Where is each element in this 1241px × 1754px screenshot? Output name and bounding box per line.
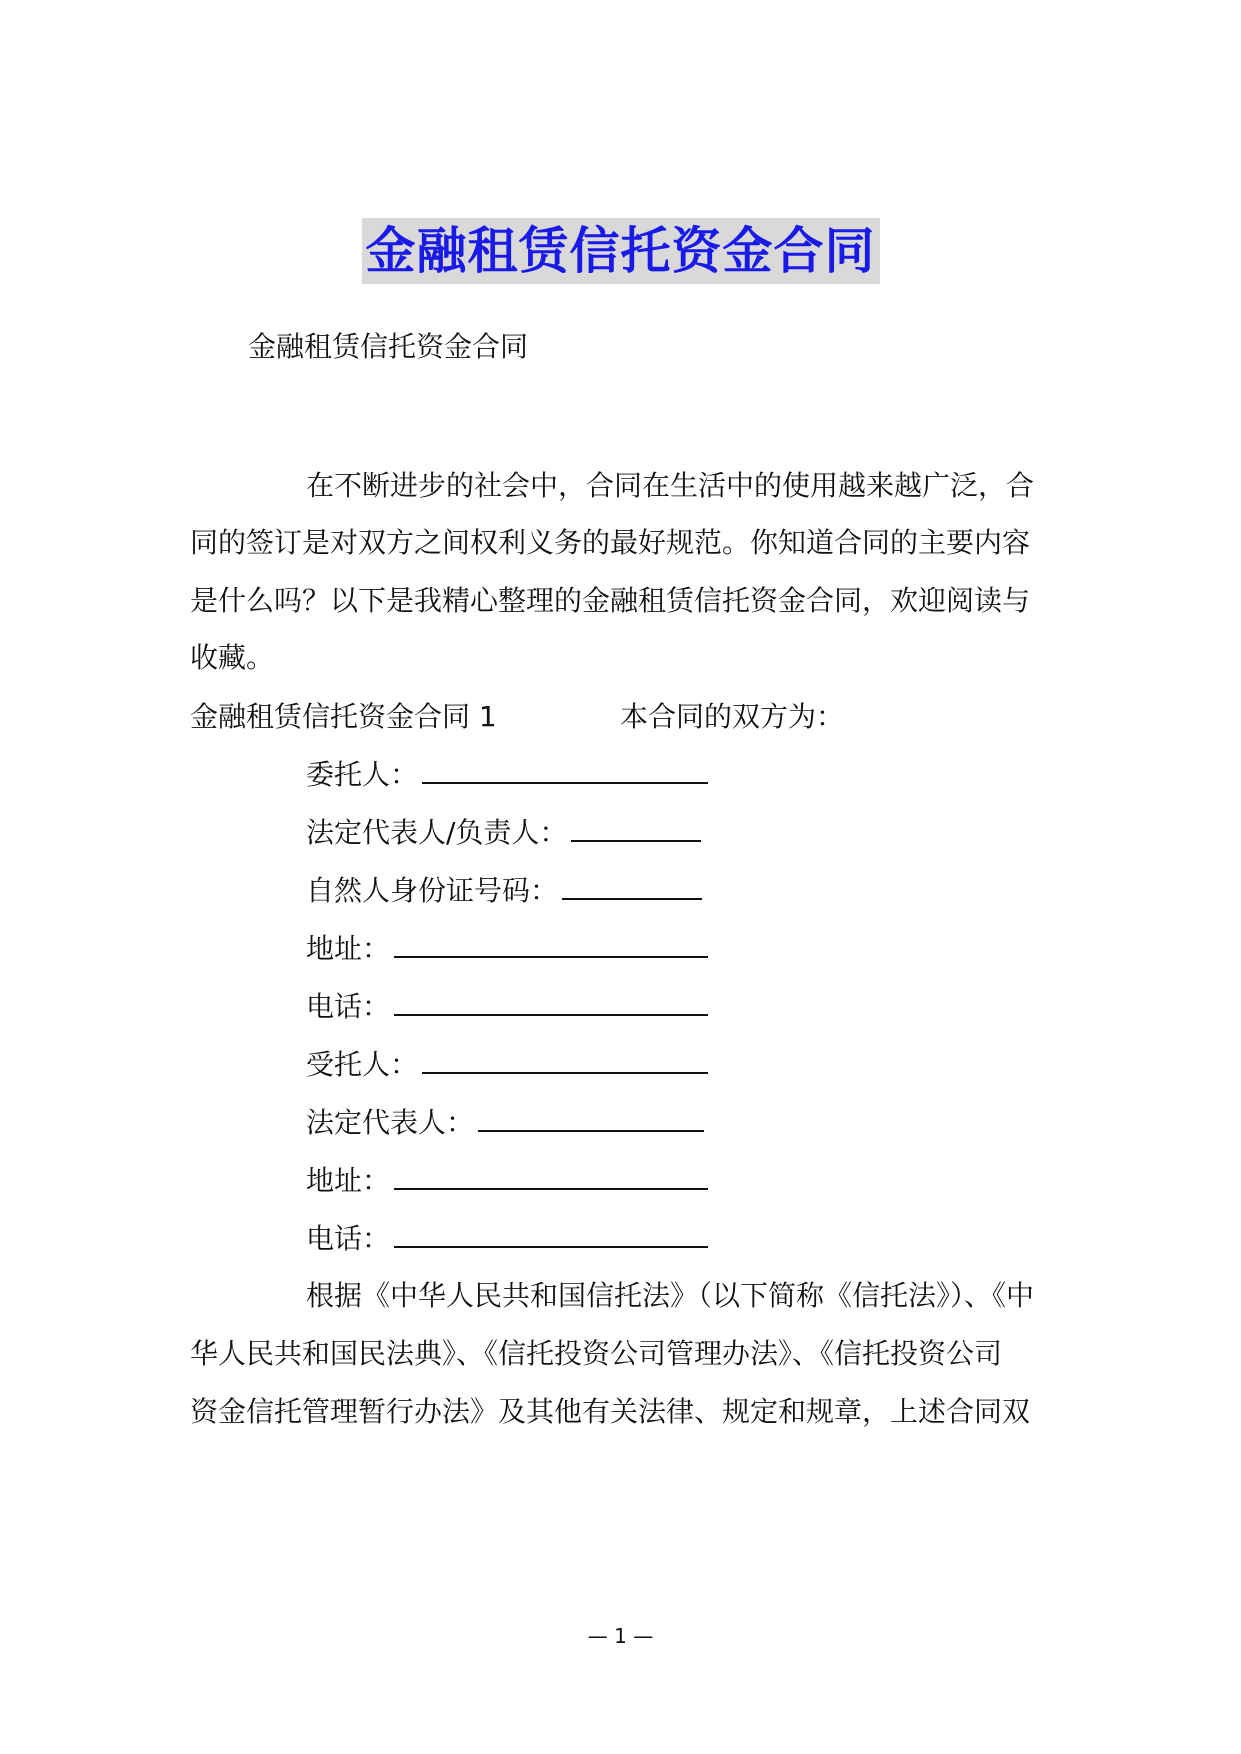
document-subtitle: 金融租赁信托资金合同 [248, 330, 529, 363]
field-trustee [306, 1044, 708, 1085]
intro-line-2: 同的签订是对双方之间权利义务的最好规范。你知道合同的主要内容 [190, 526, 1031, 559]
field-label: 法定代表人： [306, 1106, 475, 1139]
fill-blank [394, 1218, 708, 1248]
intro-line-3: 是什么吗？以下是我精心整理的金融租赁信托资金合同，欢迎阅读与 [190, 584, 1031, 617]
field-label: 自然人身份证号码： [306, 874, 559, 907]
field-label: 受托人： [306, 1048, 419, 1081]
fill-blank [394, 986, 708, 1016]
field-label: 委托人： [306, 758, 419, 791]
basis-line-1: 根据《中华人民共和国信托法》（以下简称《信托法》）、《中 [306, 1279, 1035, 1312]
title-container [0, 218, 1241, 284]
field-trustee-phone [306, 1218, 708, 1259]
field-label: 地址： [306, 1164, 391, 1197]
contract-heading: 金融租赁信托资金合同 1 [190, 700, 497, 733]
field-label: 地址： [306, 932, 391, 965]
fill-blank [562, 870, 702, 900]
field-principal-phone [306, 986, 708, 1027]
field-trustee-address [306, 1160, 708, 1201]
page-number: — 1 — [587, 1624, 654, 1648]
field-label: 法定代表人/负责人： [306, 816, 568, 849]
fill-blank [394, 928, 708, 958]
field-principal-address [306, 928, 708, 969]
field-label: 电话： [306, 990, 391, 1023]
fill-blank [422, 754, 708, 784]
field-principal [306, 754, 708, 795]
parties-intro: 本合同的双方为： [620, 700, 845, 733]
field-label: 电话： [306, 1222, 391, 1255]
field-principal-legal-rep [306, 812, 701, 853]
basis-line-3: 资金信托管理暂行办法》及其他有关法律、规定和规章，上述合同双 [190, 1395, 1031, 1428]
intro-line-4: 收藏。 [190, 641, 275, 674]
basis-line-2: 华人民共和国民法典》、《信托投资公司管理办法》、《信托投资公司 [190, 1337, 1003, 1370]
fill-blank [422, 1044, 708, 1074]
field-trustee-legal-rep [306, 1102, 704, 1143]
field-id-number [306, 870, 702, 911]
document-title: 金融租赁信托资金合同 [362, 218, 880, 284]
fill-blank [394, 1160, 708, 1190]
fill-blank [478, 1102, 704, 1132]
intro-line-1: 在不断进步的社会中，合同在生活中的使用越来越广泛，合 [306, 469, 1035, 502]
fill-blank [571, 812, 701, 842]
